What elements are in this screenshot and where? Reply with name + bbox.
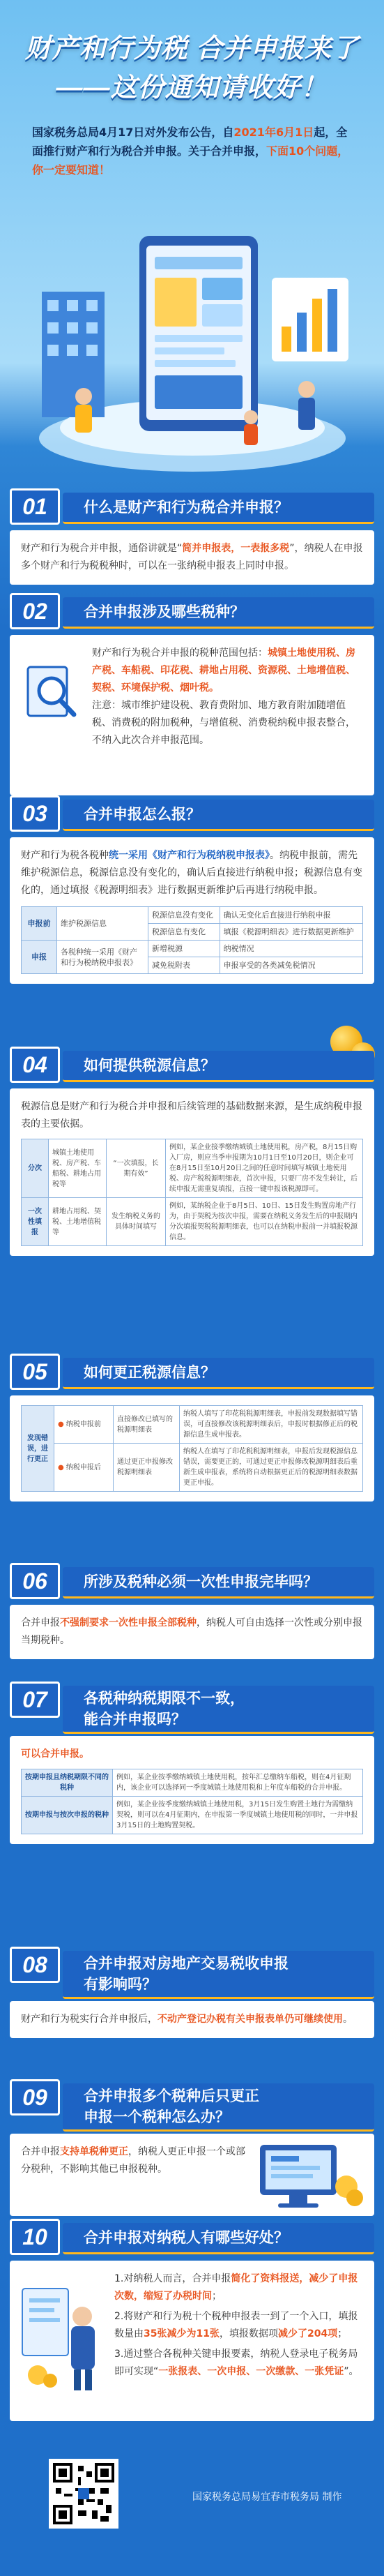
answer-text [21,540,363,575]
row-label: 纳税申报后 [66,1463,101,1472]
table-cell: 确认无变化后直接进行纳税申报 [220,907,362,924]
section-number: 08 [10,1947,60,1983]
question-bar [63,493,374,524]
question-text: 如何更正税源信息？ [84,1364,215,1381]
answer-card [10,635,374,795]
section-05 [10,1354,374,1502]
benefit-highlight: 减少了204项 [277,2328,338,2339]
question-line: 申报一个税种怎么办？ [84,2109,230,2125]
question-line: 各税种纳税期限不一致， [84,1690,245,1707]
section-number: 07 [10,1682,60,1718]
answer-card [10,837,374,984]
question-bar [63,1686,374,1734]
qr-code[interactable] [49,2459,118,2529]
benefit-highlight: 简化了资料报送，减少了申报次数，缩短了办税时间 [114,2273,358,2302]
computer-illustration [253,2138,364,2210]
answer-card [10,1605,374,1659]
intro-text [32,123,357,179]
answer-card [10,2134,374,2216]
section-number: 03 [10,795,60,832]
answer-part: 。纳税申报前，需先维护税源信息，税源信息没有变化的，确认后直接进行纳税申报；税源信息有变化的，通过填报《税源明细表》进行数据更新维护后再进行纳税申报。 [21,850,362,896]
section-number: 05 [10,1354,60,1390]
section-09 [10,2079,374,2216]
footer [0,2428,384,2576]
table-cell: ● 纳税申报后 [54,1444,114,1492]
question-text: 合并申报涉及哪些税种？ [84,604,245,620]
benefit-part: ”。 [344,2366,359,2377]
answer-text [21,1615,363,1649]
question-text [84,1688,245,1730]
table-cell: 按期申报且纳税期限不同的税种 [22,1769,113,1797]
answer-part: 财产和行为税实行合并申报后， [21,2014,158,2025]
benefit-highlight: 35张减少为11张 [144,2328,220,2339]
answer-text [21,2011,363,2028]
answer-part: ”，纳税人在申报多个财产和行为税税种时，可以在一张纳税申报表上同时申报。 [21,543,363,571]
table-cell: “一次填报，长期有效” [107,1139,166,1198]
table-cell: 一次性填报 [22,1198,49,1246]
table-cell: 分次 [22,1139,49,1198]
table-cell: 填报《税源明细表》进行数据更新维护 [220,924,362,941]
answer-card [10,1088,374,1256]
publisher-text: 国家税务总局易宜春市税务局 制作 [192,2492,342,2503]
section-03 [10,795,374,984]
answer-highlight: 不动产登记办税有关申报表单仍可继续使用 [158,2014,343,2025]
benefit-part: ； [337,2328,348,2339]
section-header [10,1682,374,1736]
qr-code-icon [53,2463,114,2524]
benefit-highlight: 一张报表、一次申报、一次缴款、一张凭证 [158,2366,344,2377]
table-cell: 申报享受的各类减免税情况 [220,957,362,974]
question-bar [63,800,374,831]
question-bar [63,1951,374,1999]
question-line: 有影响吗？ [84,1976,157,1993]
section-header [10,2079,374,2134]
question-line: 合并申报对房地产交易税收申报 [84,1955,289,1972]
question-line: 能合并申报吗？ [84,1711,186,1728]
answer-highlight: 城镇土地使用税、房产税、车船税、印花税、耕地占用税、资源税、土地增值税、契税、环境保护税、烟叶税。 [92,647,355,694]
section-header [10,488,374,530]
section-number: 09 [10,2079,60,2116]
section-08 [10,1947,374,2038]
section-header [10,2219,374,2261]
intro-part1: 国家税务总局4月17日对外发布公告，自 [32,126,234,139]
question-text: 合并申报怎么报？ [84,806,201,823]
section-number: 10 [10,2219,60,2255]
table-cell: 各税种统一采用《财产和行为税纳税申报表》 [57,941,148,974]
benefit-item [114,2346,363,2381]
hero-illustration [0,187,384,480]
question-bar [63,597,374,629]
benefit-part: 3.通过整合各税种关键申报要素，纳税人登录电子税务局即可实现“ [114,2349,358,2377]
table-cell: 例如，某企业接季缴纳城镇土地使用税，房产税，8月15日购入厂房，则应当季申报期为10月1日至10月20日，则企业可在8月15日至10月20日之间的任意时间填写城镇土地使用税、房产税税源明细表，首次申报，只要厂房不发生转让，后续申报无需重复填报，直接一键申报该税源即可。 [166,1139,363,1198]
table-cell: 按期申报与按次申报的税种 [22,1797,113,1834]
sub-title: ——这份通知请收好！ [56,73,328,103]
answer-highlight: 可以合并申报。 [21,1748,89,1760]
magnifier-icon [22,663,82,723]
table-cell: 通过更正申报修改税源明细表 [114,1444,180,1492]
correction-table [21,1405,363,1492]
benefit-part: 2.将财产和行为税十个税种申报表一到了一个入口，填报数量由 [114,2311,358,2339]
answer-part: 财产和行为税合并申报，通俗讲就是“ [21,543,183,554]
table-cell: 新增税源 [148,941,220,957]
answer-highlight: 简并申报表，一表报多税 [182,543,290,554]
question-bar [63,1358,374,1389]
section-06 [10,1563,374,1659]
answer-part: 。 [343,2014,353,2025]
answer-text: 税源信息是财产和行为税合并申报和后续管理的基础数据来源，是生成纳税申报表的主要依据。 [21,1101,362,1130]
section-header [10,1047,374,1088]
table-cell: 例如，某企业按季度缴纳城镇土地使用税，3月15日发生购置土地行为需缴纳契税，则可以在4月征期内，在申报第一季度城镇土地使用税的同时，一并申报3月15日的土地购置契税。 [113,1797,363,1834]
table-cell: 例如，某纳税企业于8月5日、10日、15日发生购置房地产行为，由于契税为按次申报，需要在纳税义务发生后的申报期内分次填报契税税源明细表，也可以在纳税申报前一并填报税源信息。 [166,1198,363,1246]
section-10 [10,2219,374,2421]
taxpayer-illustration [18,2276,107,2395]
benefit-item [114,2308,363,2343]
question-bar [63,1567,374,1598]
answer-part: 财产和行为税各税种 [21,850,109,861]
section-04 [10,1047,374,1256]
intro-date: 2021年6月1日 [233,126,314,139]
question-line: 合并申报多个税种后只更正 [84,2088,259,2104]
table-cell: 直接修改已填写的税源明细表 [114,1406,180,1444]
table-cell: 纳税情况 [220,941,362,957]
answer-text [21,847,363,899]
table-cell: 纳税人填写了印花税税源明细表，申报前发现数据填写错误，可直接修改该税源明细表后，申报时根据修正后的税源信息生成申报表。 [180,1406,363,1444]
answer-part: 财产和行为税合并申报的税种范围包括： [92,647,268,659]
section-header [10,795,374,837]
table-cell: 维护税源信息 [57,907,148,941]
answer-card [10,2261,374,2421]
section-header [10,1563,374,1605]
table-cell: 申报 [22,941,57,974]
intro-part2: 起，全面推行财产和行为税合并申报。关于合并申报， [32,126,348,158]
table-cell: 发现错误，进行更正 [22,1406,54,1492]
answer-part: 合并申报 [21,2146,60,2157]
section-number: 02 [10,593,60,629]
answer-card [10,530,374,585]
question-text [84,2085,259,2127]
tax-source-table [21,1139,363,1246]
period-table [21,1769,363,1834]
answer-part: 合并申报 [21,1617,60,1628]
answer-part: ，纳税人更正申报一个或部分税种，不影响其他已申报税种。 [21,2146,245,2175]
section-number: 04 [10,1047,60,1083]
table-cell: 税源信息有变化 [148,924,220,941]
section-number: 06 [10,1563,60,1599]
answer-text [92,645,363,697]
section-01 [10,488,374,585]
section-07 [10,1682,374,1844]
question-text: 什么是财产和行为税合并申报？ [84,499,289,516]
answer-card [10,1395,374,1502]
question-text: 所涉及税种必须一次性申报完毕吗？ [84,1573,318,1590]
table-cell: 例如，某企业按季缴纳城镇土地使用税，按年汇总缴纳车船税，则在4月征期内，该企业可以选择同一季度城镇土地使用税和上年度车船税的合并申报。 [113,1769,363,1797]
question-text: 合并申报对纳税人有哪些好处？ [84,2229,289,2246]
section-number: 01 [10,488,60,525]
question-text [84,1953,289,1995]
benefit-part: 1.对纳税人而言，合并申报 [114,2273,231,2284]
table-cell: 申报前 [22,907,57,941]
answer-part: ，纳税人可自由选择一次性或分别申报当期税种。 [21,1617,362,1646]
table-cell: 纳税人在填写了印花税税源明细表，申报后发现税源信息错误，需要更正的，可通过更正申报修改税源明细表后重新生成申报表，系统将自动根据更正后的税源明细表数据更正申报。 [180,1444,363,1492]
section-02 [10,593,374,795]
intro-part3: 下面10个问题，你一定要知道！ [32,144,349,177]
question-text: 如何提供税源信息？ [84,1057,215,1074]
answer-note: 注意：城市维护建设税、教育费附加、地方教育附加随增值税、消费税的附加税种，与增值税、消费税纳税申报表整合，不纳入此次合并申报范围。 [92,700,355,746]
question-bar [63,2223,374,2254]
question-bar [63,1051,374,1082]
answer-text [21,2143,249,2178]
question-bar [63,2083,374,2132]
row-label: 纳税申报前 [66,1421,101,1428]
answer-highlight: 不强制要求一次性申报全部税种 [60,1617,197,1628]
table-cell: 发生纳税义务的具体时间填写 [107,1198,166,1246]
table-cell: 城镇土地使用税、房产税、车船税、耕地占用税等 [49,1139,107,1198]
benefit-part: ，填报数据项 [219,2328,278,2339]
benefit-item [114,2270,363,2305]
answer-highlight: 统一采用《财产和行为税纳税申报表》 [109,850,270,861]
table-cell: ● 纳税申报前 [54,1406,114,1444]
benefit-part: ； [212,2291,222,2302]
answer-card [10,2001,374,2038]
table-cell: 税源信息没有变化 [148,907,220,924]
section-header [10,593,374,635]
table-cell: 减免税附表 [148,957,220,974]
section-header [10,1354,374,1395]
table-cell: 耕地占用税、契税、土地增值税等 [49,1198,107,1246]
main-title: 财产和行为税 合并申报来了 [24,34,360,63]
section-header [10,1947,374,2001]
declare-flow-table [21,906,363,974]
answer-highlight: 支持单税种更正 [60,2146,128,2157]
answer-card [10,1736,374,1844]
hero-header [0,0,384,103]
